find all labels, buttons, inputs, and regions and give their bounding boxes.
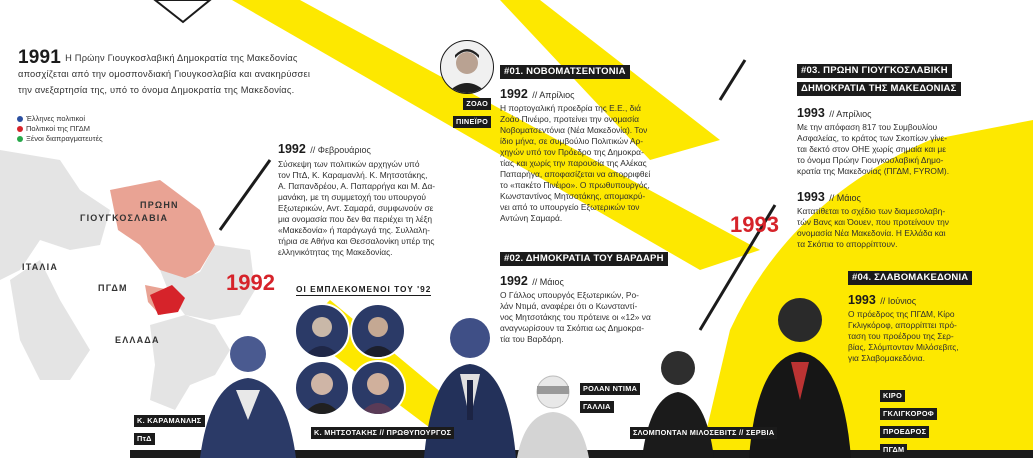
- involved-header: ΟΙ ΕΜΠΛΕΚΟΜΕΝΟΙ ΤΟΥ '92: [296, 284, 432, 294]
- entry-line: τήρια σε Αθήνα και Θεσσαλονίκη υπέρ της: [278, 236, 435, 246]
- plan-03-tag-line-2: ΔΗΜΟΚΡΑΤΙΑ ΤΗΣ ΜΑΚΕΔΟΝΙΑΣ: [797, 82, 961, 96]
- plan-year: 1993: [797, 190, 825, 204]
- plan-line: τία του Βαρδάρη.: [500, 334, 564, 344]
- caption-line: ΖΟΑΟ: [463, 98, 491, 110]
- caption-line: ΠΓΔΜ: [880, 444, 907, 456]
- legend-label: Ξένοι διαπραγματευτές: [26, 134, 103, 143]
- entry-line: Σύσκεψη των πολιτικών αρχηγών υπό: [278, 159, 420, 169]
- plan-line: Αντώνη Σαμαρά.: [500, 213, 563, 223]
- person-silhouette-icon: [441, 41, 493, 93]
- entry-line: Α. Παπανδρέου, Α. Παπαρρήγα και Μ. Δα-: [278, 181, 436, 191]
- map-yugoslavia-region: [110, 180, 215, 280]
- legend-label: Πολιτικοί της ΠΓΔΜ: [26, 124, 91, 133]
- plan-line: λάν Ντιμά, αναφέρει ότι ο Κωνσταντί-: [500, 301, 638, 311]
- plan-month: // Μάιος: [532, 277, 564, 287]
- caption-dumas: [580, 378, 640, 414]
- map-label-greece: ΕΛΛΑΔΑ: [115, 335, 160, 345]
- caption-pinheiro: [453, 93, 491, 129]
- intro-line-1: Η Πρώην Γιουγκοσλαβική Δημοκρατία της Μακεδονίας: [65, 53, 298, 63]
- plan-03-tag-line-1: #03. ΠΡΩΗΝ ΓΙΟΥΓΚΟΣΛΑΒΙΚΗ: [797, 64, 952, 78]
- caption-line: ΠΡΟΕΔΡΟΣ: [880, 426, 929, 438]
- entry-line: Εξωτερικών, Αντ. Σαμαρά, συμφωνούν σε: [278, 203, 434, 213]
- plan-line: αναγνωρίσουν τα Σκόπια ως Δημοκρα-: [500, 323, 645, 333]
- figure-dumas: [515, 368, 590, 458]
- person-silhouette-icon: [352, 305, 404, 357]
- legend-item-greek: [17, 114, 103, 124]
- entry-month: // Φεβρουάριος: [310, 145, 371, 155]
- caption-line: ΠτΔ: [134, 433, 155, 445]
- portrait-pinheiro: [440, 40, 494, 94]
- map-label-yugoslavia-2: ΓΙΟΥΓΚΟΣΛΑΒΙΑ: [80, 213, 169, 223]
- legend-item-foreign: [17, 134, 103, 144]
- map-label-yugoslavia-1: ΠΡΩΗΝ: [140, 200, 179, 210]
- caption-mitsotakis: Κ. ΜΗΤΣΟΤΑΚΗΣ // ΠΡΩΘΥΠΟΥΡΓΟΣ: [311, 427, 454, 439]
- plan-line: ταση του προέδρου της Σερ-: [848, 331, 954, 341]
- big-year-1992: 1992: [226, 270, 275, 295]
- caption-milosevic: ΣΛΟΜΠΟΝΤΑΝ ΜΙΛΟΣΕΒΙΤΣ // ΣΕΡΒΙΑ: [630, 427, 777, 439]
- plan-month: // Ιούνιος: [880, 296, 917, 306]
- figure-karamanlis: [190, 320, 300, 458]
- intro-year: 1991: [18, 47, 62, 68]
- plan-line: ται δεκτό στον ΟΗΕ χωρίς σημαία και με: [797, 144, 946, 154]
- portrait-papandreou: [294, 303, 350, 359]
- plan-line: βίας, Σλόμπονταν Μιλόσεβιτς,: [848, 342, 959, 352]
- plan-02-tag: #02. ΔΗΜΟΚΡΑΤΙΑ ΤΟΥ ΒΑΡΔΑΡΗ: [500, 252, 668, 266]
- entry-line: τον ΠτΔ, Κ. Καραμανλή. Κ. Μητσοτάκης,: [278, 170, 428, 180]
- plan-line: τών Βανς και Όουεν, που προτείνουν την: [797, 217, 949, 227]
- legend-item-fyrom: [17, 124, 103, 134]
- caption-line: ΓΚΛΙΓΚΟΡΟΦ: [880, 408, 937, 420]
- legend-dot-blue: [17, 116, 23, 122]
- plan-line: Ασφαλείας, το κράτος των Σκοπίων γίνε-: [797, 133, 948, 143]
- person-silhouette-icon: [296, 362, 348, 414]
- caption-karamanlis: [134, 410, 205, 446]
- portrait-damanaki: [350, 360, 406, 416]
- legend: [17, 114, 103, 144]
- entry-year: 1992: [278, 142, 306, 156]
- legend-dot-green: [17, 136, 23, 142]
- entry-line: ελληνικότητας της Μακεδονίας.: [278, 247, 393, 257]
- plan-line: τίας και χωρίς την παρουσία της Αλέκας: [500, 158, 647, 168]
- entry-line: «Μακεδονία» ή παράγωγά της. Συλλαλη-: [278, 225, 430, 235]
- caption-line: ΚΙΡΟ: [880, 390, 905, 402]
- plan-line: κρατία της Μακεδονίας (ΠΓΔΜ, FYROM).: [797, 166, 950, 176]
- entry-1992-february: [278, 140, 478, 258]
- plan-03: [797, 60, 1017, 250]
- plan-line: Η πορτογαλική προεδρία της Ε.Ε., διά: [500, 103, 641, 113]
- plan-line: Κωνσταντίνος Μητσοτάκης, απομακρύ-: [500, 191, 646, 201]
- intro-line-3: την ανεξαρτησία της, υπό το όνομα Δημοκρατία της Μακεδονίας.: [18, 85, 295, 95]
- entry-line: μια ονομασία που δεν θα περιέχει τη λέξη: [278, 214, 432, 224]
- plan-01-tag: #01. ΝΟΒΟΜΑΤΣΕΝΤΟΝΙΑ: [500, 65, 630, 79]
- person-silhouette-icon: [296, 305, 348, 357]
- plan-month: // Απρίλιος: [532, 90, 575, 100]
- person-silhouette-icon: [352, 362, 404, 414]
- plan-line: για Σλαβομακεδόνια.: [848, 353, 925, 363]
- plan-line: νει από το υπουργείο Εξωτερικών τον: [500, 202, 640, 212]
- top-chevron-icon: [155, 0, 210, 22]
- figure-milosevic: [640, 340, 715, 458]
- portrait-samaras: [350, 303, 406, 359]
- legend-label: Έλληνες πολιτικοί: [26, 114, 85, 123]
- map-label-italy: ΙΤΑΛΙΑ: [22, 262, 59, 272]
- plan-line: Νοβοματσεντόνια (Νέα Μακεδονία). Τον: [500, 125, 648, 135]
- plan-year: 1993: [848, 293, 876, 307]
- caption-gligorov: [880, 385, 937, 457]
- plan-line: Ο πρόεδρος της ΠΓΔΜ, Κίρο: [848, 309, 955, 319]
- map-italy-boot: [10, 260, 90, 380]
- plan-line: τα Σκόπια το απορρίπτουν.: [797, 239, 898, 249]
- caption-line: Κ. ΚΑΡΑΜΑΝΛΗΣ: [134, 415, 205, 427]
- plan-line: το «πακέτο Πινέιρο». Ο πρωθυπουργός,: [500, 180, 650, 190]
- caption-line: ΓΑΛΛΙΑ: [580, 401, 614, 413]
- plan-line: ονομασία Νέα Μακεδονία. Η Ελλάδα και: [797, 228, 946, 238]
- plan-month: // Απρίλιος: [829, 109, 872, 119]
- legend-dot-red: [17, 126, 23, 132]
- plan-line: ίδιο μήνα, σε συμβούλιο Πολιτικών Αρ-: [500, 136, 644, 146]
- plan-01: [500, 61, 700, 224]
- plan-line: Με την απόφαση 817 του Συμβουλίου: [797, 122, 938, 132]
- map-label-fyrom: ΠΓΔΜ: [98, 283, 128, 293]
- plan-line: Παπαρήγα, αποφασίζεται να απορριφθεί: [500, 169, 651, 179]
- plan-month: // Μάιος: [829, 193, 861, 203]
- caption-line: ΠΙΝΕΪΡΟ: [453, 116, 491, 128]
- plan-line: νος Μητσοτάκης του πρότεινε οι «12» να: [500, 312, 651, 322]
- plan-line: Γκλιγκόροφ, απορρίπτει πρό-: [848, 320, 957, 330]
- plan-04-tag: #04. ΣΛΑΒΟΜΑΚΕΔΟΝΙΑ: [848, 271, 972, 285]
- portrait-papariga: [294, 360, 350, 416]
- plan-year: 1993: [797, 106, 825, 120]
- big-year-1993: 1993: [730, 212, 779, 237]
- plan-year: 1992: [500, 274, 528, 288]
- caption-line: ΡΟΛΑΝ ΝΤΙΜΑ: [580, 383, 640, 395]
- plan-year: 1992: [500, 87, 528, 101]
- plan-04: [848, 267, 1023, 364]
- plan-line: το όνομα Πρώην Γιουγκοσλαβική Δημο-: [797, 155, 944, 165]
- intro-block: [18, 47, 418, 98]
- entry-line: μανάκη, με τη συμμετοχή του υπουργού: [278, 192, 426, 202]
- plan-line: Ζοάο Πινέιρο, προτείνει την ονομασία: [500, 114, 639, 124]
- plan-line: Κατατίθεται το σχέδιο των διαμεσολαβη-: [797, 206, 946, 216]
- plan-line: χηγών υπό τον Πρόεδρο της Δημοκρα-: [500, 147, 644, 157]
- plan-02: [500, 248, 700, 345]
- diagonal-bar: [720, 60, 745, 100]
- plan-line: Ο Γάλλος υπουργός Εξωτερικών, Ρο-: [500, 290, 639, 300]
- intro-line-2: αποσχίζεται από την ομοσπονδιακή Γιουγκοσλαβία και ανακηρύσσει: [18, 69, 311, 79]
